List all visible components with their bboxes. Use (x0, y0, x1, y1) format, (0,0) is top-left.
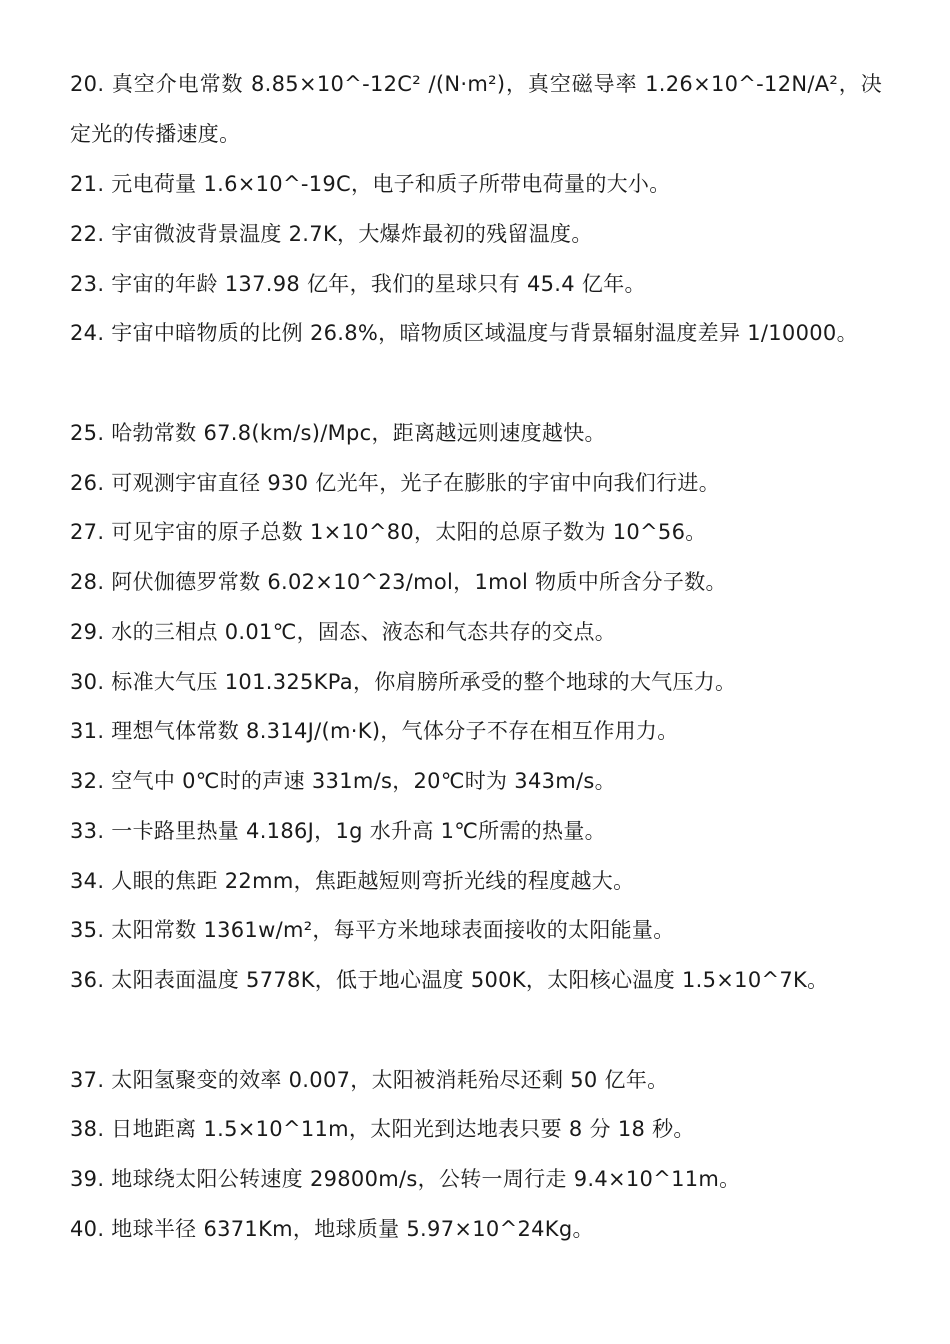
list-item: 25. 哈勃常数 67.8(km/s)/Mpc，距离越远则速度越快。 (70, 421, 606, 445)
list-item: 40. 地球半径 6371Km，地球质量 5.97×10^24Kg。 (70, 1217, 594, 1241)
list-item: 24. 宇宙中暗物质的比例 26.8%，暗物质区域温度与背景辐射温度差异 1/10000。 (70, 321, 858, 345)
list-item: 28. 阿伏伽德罗常数 6.02×10^23/mol，1mol 物质中所含分子数。 (70, 570, 727, 594)
list-item: 34. 人眼的焦距 22mm，焦距越短则弯折光线的程度越大。 (70, 869, 635, 893)
list-item: 30. 标准大气压 101.325KPa，你肩膀所承受的整个地球的大气压力。 (70, 670, 737, 694)
list-item: 27. 可见宇宙的原子总数 1×10^80，太阳的总原子数为 10^56。 (70, 520, 707, 544)
list-item: 36. 太阳表面温度 5778K，低于地心温度 500K，太阳核心温度 1.5×10^7K。 (70, 968, 829, 992)
list-item: 29. 水的三相点 0.01℃，固态、液态和气态共存的交点。 (70, 620, 617, 644)
list-item: 38. 日地距离 1.5×10^11m，太阳光到达地表只要 8 分 18 秒。 (70, 1117, 695, 1141)
list-item: 39. 地球绕太阳公转速度 29800m/s，公转一周行走 9.4×10^11m。 (70, 1167, 741, 1191)
list-item: 31. 理想气体常数 8.314J/(m·K)，气体分子不存在相互作用力。 (70, 719, 679, 743)
list-item: 26. 可观测宇宙直径 930 亿光年，光子在膨胀的宇宙中向我们行进。 (70, 471, 721, 495)
list-item: 22. 宇宙微波背景温度 2.7K，大爆炸最初的残留温度。 (70, 222, 593, 246)
list-item: 21. 元电荷量 1.6×10^-19C，电子和质子所带电荷量的大小。 (70, 172, 671, 196)
list-item: 32. 空气中 0℃时的声速 331m/s，20℃时为 343m/s。 (70, 769, 616, 793)
list-item: 37. 太阳氢聚变的效率 0.007，太阳被消耗殆尽还剩 50 亿年。 (70, 1068, 669, 1092)
list-item: 20. 真空介电常数 8.85×10^-12C² /(N·m²)，真空磁导率 1.26×10^-12N/A²，决定光的传播速度。 (70, 72, 882, 146)
list-item: 33. 一卡路里热量 4.186J，1g 水升高 1℃所需的热量。 (70, 819, 606, 843)
list-item: 35. 太阳常数 1361w/m²，每平方米地球表面接收的太阳能量。 (70, 918, 675, 942)
list-item: 23. 宇宙的年龄 137.98 亿年，我们的星球只有 45.4 亿年。 (70, 272, 646, 296)
